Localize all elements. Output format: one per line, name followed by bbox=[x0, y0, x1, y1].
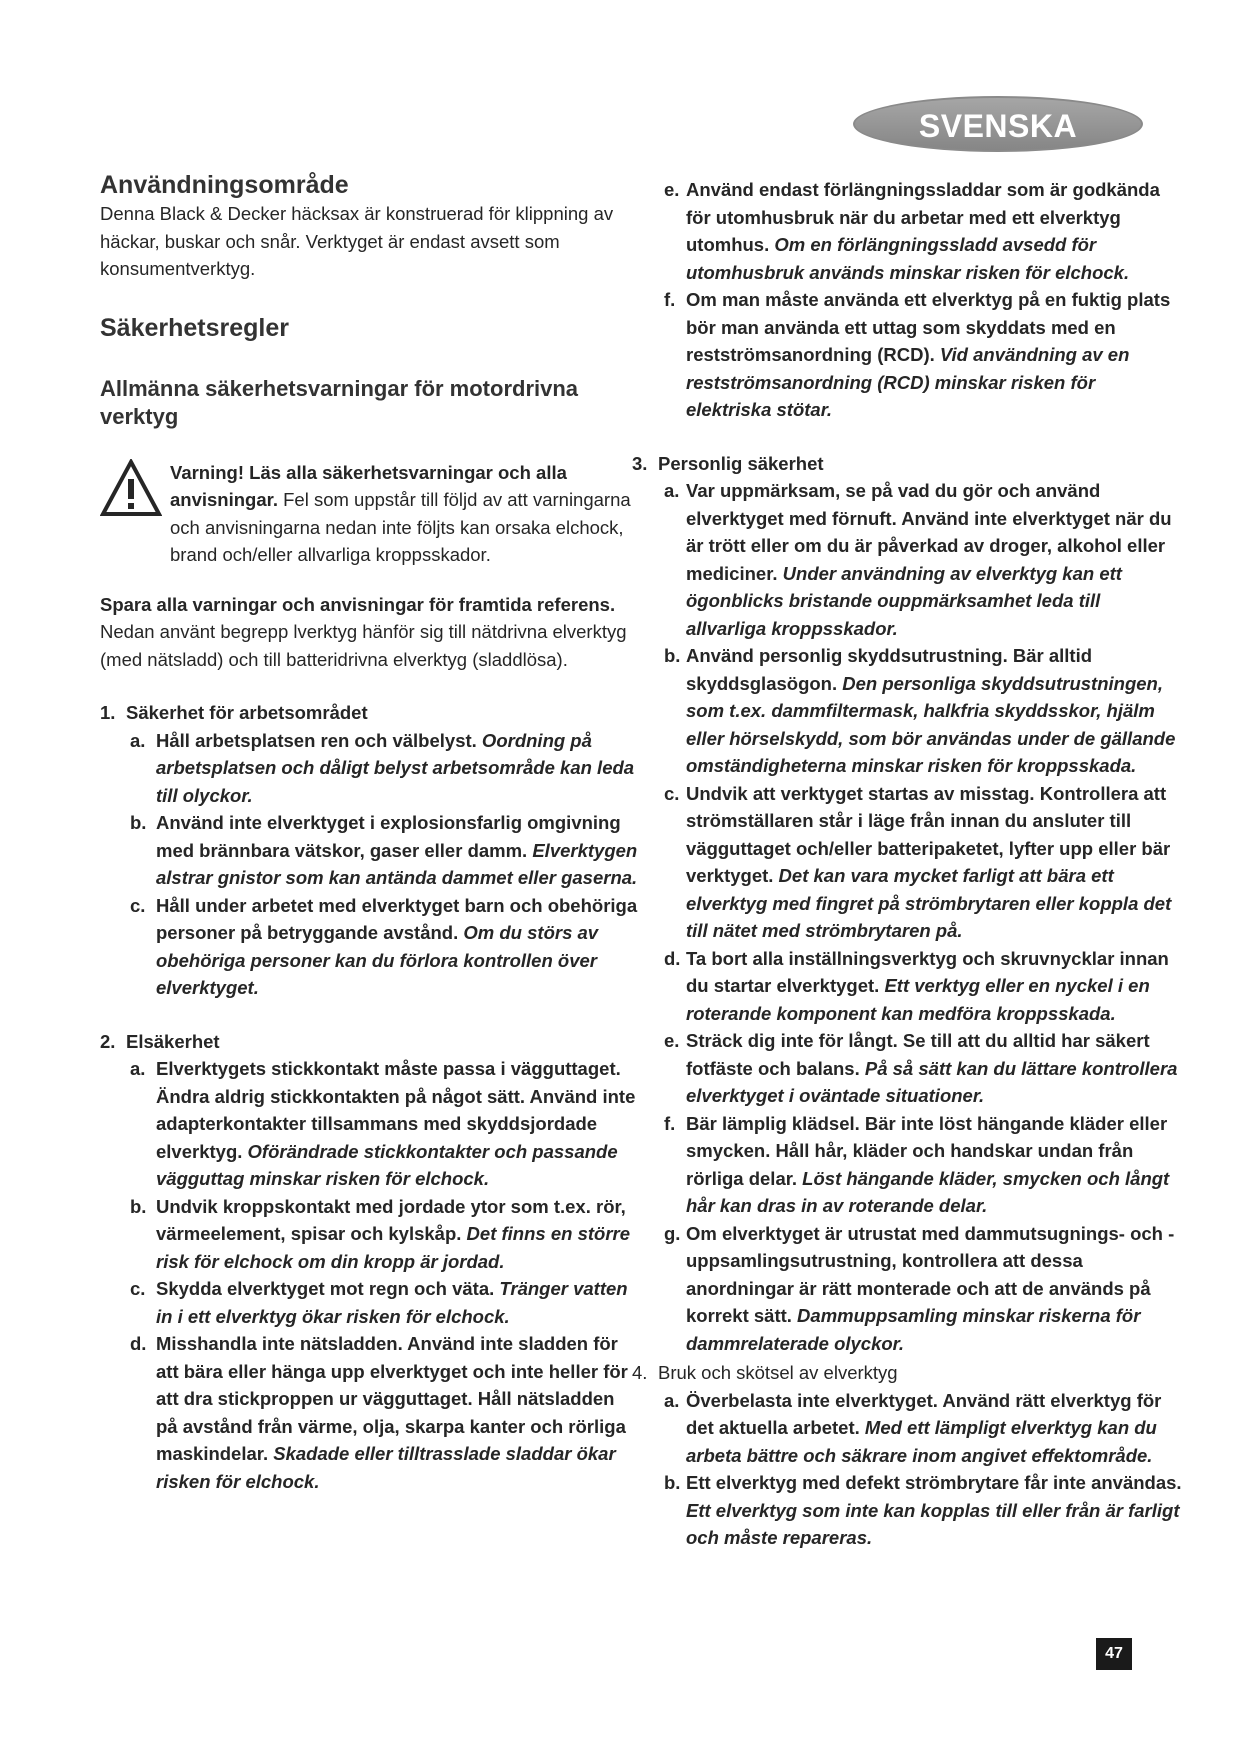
list-item: a. Håll arbetsplatsen ren och välbelyst. Oordning på arbetsplatsen och dåligt belyst arbetsområde kan leda till olyckor. bbox=[130, 729, 635, 806]
list-item: b. Ett elverktyg med defekt strömbrytare får inte användas. Ett elverktyg som inte kan kopplas till eller från är farligt och måste repareras. bbox=[664, 1472, 1182, 1548]
warning-text: Fel som uppstår till följd av att varningarna och anvisningarna nedan inte följts kan orsaka elchock, brand och/eller allvarliga kroppsskador. bbox=[170, 489, 631, 565]
safety-heading: Säkerhetsregler bbox=[100, 313, 290, 342]
list-item: e. Använd endast förlängningssladdar som är godkända för utomhusbruk när du arbetar med ett elverktyg utomhus. Om en förlängningssladd avsedd för utomhusbruk används minskar risken för elchock. bbox=[664, 179, 1160, 283]
warning-triangle-icon bbox=[100, 459, 162, 517]
list-item: a. Överbelasta inte elverktyget. Använd rätt elverktyg för det aktuella arbetet. Med ett lämpligt elverktyg kan du arbeta bättre och säkrare inom angivet effektområde. bbox=[664, 1389, 1162, 1466]
list-item: f. Om man måste använda ett elverktyg på en fuktig plats bör man använda ett uttag som skyddats med en restströmsanordning (RCD). Vid användning av en restströmsanordning (RCD) minskar risken för elektriska stötar. bbox=[664, 289, 1171, 420]
section-work-area-title: 1. Säkerhet för arbetsområdet bbox=[100, 702, 368, 723]
list-item: c. Skydda elverktyget mot regn och väta. Tränger vatten in i ett elverktyg ökar risken för elchock. bbox=[130, 1278, 628, 1327]
warning-paragraph bbox=[170, 459, 640, 569]
list-item: c. Håll under arbetet med elverktyget barn och obehöriga personer på betryggande avstånd. Om du störs av obehöriga personer kan du förlora kontrollen över elverktyget. bbox=[130, 894, 638, 998]
list-item: b. Använd inte elverktyget i explosionsfarlig omgivning med brännbara vätskor, gaser eller damm. Elverktygen alstrar gnistor som kan antända dammet eller gaserna. bbox=[130, 812, 638, 888]
list-item: a. Var uppmärksam, se på vad du gör och använd elverktyget med förnuft. Använd inte elverktyget när du är trött eller om du är påverkad av droger, alkohol eller mediciner. Under användning av elverktyg kan ett ögonblicks bristande ouppmärksamhet leda till allvarliga kroppsskador. bbox=[664, 480, 1172, 639]
save-text: Nedan använt begrepp lverktyg hänför sig till nätdrivna elverktyg (med nätsladd) och till batteridrivna elverktyg (sladdlösa). bbox=[100, 621, 627, 670]
right-column bbox=[632, 176, 1182, 1552]
list-item: g. Om elverktyget är utrustat med dammutsugnings- och -uppsamlingsutrustning, kontrollera att dessa anordningar är rätt monterade och att de används på korrekt sätt. Dammuppsamling minskar riskerna för dammrelaterade olyckor. bbox=[664, 1222, 1175, 1354]
save-bold: Spara alla varningar och anvisningar för framtida referens. bbox=[100, 593, 616, 615]
general-warnings-heading: Allmänna säkerhetsvarningar för motordrivna verktyg bbox=[100, 375, 579, 429]
list-item: d. Misshandla inte nätsladden. Använd inte sladden för att bära eller hänga upp elverktyget och inte heller för att dra stickproppen ur vägguttaget. Håll nätsladden på avstånd från värme, olja, skarpa kanter och rörliga maskindelar. Skadade eller tilltrasslade sladdar ökar risken för elchock. bbox=[130, 1333, 628, 1492]
page-number: 47 bbox=[1096, 1638, 1132, 1670]
list-item: d. Ta bort alla inställningsverktyg och skruvnycklar innan du startar elverktyget. Ett verktyg eller en nyckel i en roterande komponent kan medföra kroppsskada. bbox=[664, 947, 1169, 1024]
left-column bbox=[100, 170, 640, 1495]
list-item: b. Använd personlig skyddsutrustning. Bär alltid skyddsglasögon. Den personliga skyddsutrustningen, som t.ex. dammfiltermask, halkfria skyddsskor, hjälm eller hörselskydd, som bör användas under de gällande omständigheterna minskar risken för kroppsskada. bbox=[664, 645, 1176, 776]
usage-text: Denna Black & Decker häcksax är konstruerad för klippning av häckar, buskar och snår. Verktyget är endast avsett som konsumentverktyg. bbox=[100, 203, 614, 279]
warning-bold: Varning! Läs alla säkerhetsvarningar och alla anvisningar. bbox=[170, 461, 567, 510]
language-badge: SVENSKA bbox=[853, 96, 1143, 152]
save-instructions bbox=[100, 591, 640, 674]
usage-heading: Användningsområde bbox=[100, 171, 349, 199]
section-personal-safety-title: 3. Personlig säkerhet bbox=[632, 452, 824, 474]
list-item: b. Undvik kroppskontakt med jordade ytor som t.ex. rör, värmeelement, spisar och kylskåp. Det finns en större risk för elchock om din kropp är jordad. bbox=[130, 1195, 631, 1272]
list-item: c. Undvik att verktyget startas av misstag. Kontrollera att strömställaren står i läge från innan du ansluter till vägguttaget och/eller batteripaketet, lyfter upp eller bär verktyget. Det kan vara mycket farligt att bära ett elverktyg med fingret på strömbrytaren eller koppla det till nätet med strömbrytaren på. bbox=[664, 782, 1172, 941]
list-item: f. Bär lämplig klädsel. Bär inte löst hängande kläder eller smycken. Håll hår, kläder och handskar undan från rörliga delar. Löst hängande kläder, smycken och långt hår kan dras in av roterande delar. bbox=[664, 1112, 1170, 1216]
section-electrical-title: 2. Elsäkerhet bbox=[100, 1030, 220, 1052]
list-item: a. Elverktygets stickkontakt måste passa i vägguttaget. Ändra aldrig stickkontakten på något sätt. Använd inte adapterkontakter tillsammans med skyddsjordade elverktyg. Oförändrade stickkontakter och passande vägguttag minskar risken för elchock. bbox=[130, 1058, 636, 1189]
list-item: e. Sträck dig inte för långt. Se till att du alltid har säkert fotfäste och balans. På så sätt kan du lättare kontrollera elverktyget i oväntade situationer. bbox=[664, 1030, 1178, 1106]
section-tool-care-title: 4. Bruk och skötsel av elverktyg bbox=[632, 1362, 898, 1383]
warning-block bbox=[100, 459, 640, 569]
